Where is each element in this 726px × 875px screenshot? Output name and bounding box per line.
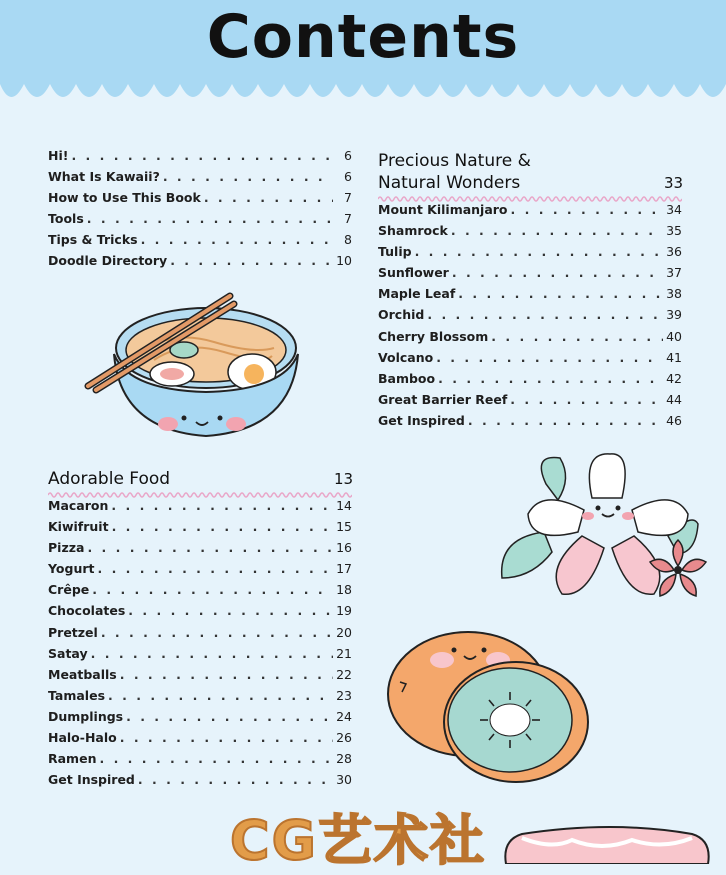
toc-row <box>48 772 352 793</box>
toc-entry-page: 28 <box>336 751 352 767</box>
toc-entry-label: Get Inspired <box>378 412 465 428</box>
toc-entry-label: Mount Kilimanjaro <box>378 202 508 217</box>
dot-leader <box>468 413 663 428</box>
dot-leader <box>120 667 333 682</box>
toc-entry-page: 39 <box>666 307 682 323</box>
toc-entry-label: Maple Leaf <box>378 286 456 302</box>
toc-entry-page: 44 <box>666 391 682 407</box>
toc-entry-label: Pretzel <box>48 624 98 640</box>
toc-row <box>48 730 352 751</box>
toc-entry-page: 8 <box>344 232 352 248</box>
toc-entry-page: 24 <box>336 708 352 724</box>
nature-toc-list <box>378 202 682 434</box>
nature-section-title <box>378 150 531 194</box>
dot-leader <box>92 582 333 597</box>
nature-section-page: 33 <box>664 174 684 192</box>
dot-leader <box>436 350 663 365</box>
toc-row <box>48 709 352 730</box>
toc-entry-page: 36 <box>666 244 682 260</box>
toc-entry-page: 20 <box>336 624 352 640</box>
toc-entry-page: 6 <box>344 169 352 185</box>
toc-entry-page: 46 <box>666 412 682 428</box>
toc-entry-label: Orchid <box>378 307 425 323</box>
toc-row <box>48 190 352 211</box>
food-section-title <box>48 468 170 490</box>
dot-leader <box>170 253 333 268</box>
toc-row <box>48 211 352 232</box>
toc-entry-label: Chocolates <box>48 603 126 619</box>
toc-row <box>378 202 682 223</box>
toc-entry-label: Satay <box>48 645 88 661</box>
dot-leader <box>451 223 663 238</box>
toc-row <box>48 603 352 624</box>
dot-leader <box>111 498 333 513</box>
toc-row <box>378 286 682 307</box>
food-section-page: 13 <box>334 470 354 488</box>
intro-toc-list <box>48 148 352 275</box>
toc-entry-page: 17 <box>336 561 352 577</box>
dot-leader <box>511 202 663 217</box>
ramen-bowl-icon <box>84 290 300 454</box>
dot-leader <box>126 709 333 724</box>
cake-icon <box>492 826 726 868</box>
toc-row <box>48 688 352 709</box>
toc-entry-page: 15 <box>336 519 352 535</box>
dot-leader <box>71 148 333 163</box>
toc-entry-label: Meatballs <box>48 666 117 682</box>
toc-entry-label: Great Barrier Reef <box>378 391 508 407</box>
dot-leader <box>452 265 663 280</box>
toc-entry-label: Halo-Halo <box>48 730 117 746</box>
toc-row <box>48 169 352 190</box>
toc-entry-page: 16 <box>336 540 352 556</box>
toc-entry-label: Cherry Blossom <box>378 328 489 344</box>
toc-entry-label: Volcano <box>378 349 434 365</box>
toc-entry-page: 26 <box>336 730 352 746</box>
toc-entry-page: 7 <box>344 190 352 206</box>
dot-leader <box>510 392 663 407</box>
toc-entry-page: 22 <box>336 666 352 682</box>
toc-entry-label: Tamales <box>48 687 106 703</box>
dot-leader <box>128 603 333 618</box>
dot-leader <box>91 646 333 661</box>
toc-row <box>48 582 352 603</box>
toc-entry-page: 10 <box>336 253 352 269</box>
toc-entry-label: Tulip <box>378 244 412 260</box>
dot-leader <box>108 688 333 703</box>
dot-leader <box>163 169 333 184</box>
toc-entry-page: 35 <box>666 223 682 239</box>
dot-leader <box>438 371 663 386</box>
toc-entry-label: Tips & Tricks <box>48 232 138 248</box>
toc-row <box>378 265 682 286</box>
toc-entry-page: 19 <box>336 603 352 619</box>
dot-leader <box>101 625 333 640</box>
toc-entry-label: Crêpe <box>48 582 90 598</box>
toc-entry-page: 42 <box>666 370 682 386</box>
toc-row <box>48 751 352 772</box>
toc-row <box>378 350 682 371</box>
dot-leader <box>427 307 663 322</box>
dot-leader <box>87 540 333 555</box>
toc-entry-page: 38 <box>666 286 682 302</box>
dot-leader <box>141 232 333 247</box>
page-title: Contents <box>206 2 520 72</box>
toc-entry-label: Tools <box>48 211 84 227</box>
toc-row <box>378 244 682 265</box>
food-section-title-text: Adorable Food <box>48 469 171 489</box>
dot-leader <box>120 730 333 745</box>
toc-row <box>48 498 352 519</box>
dot-leader <box>87 211 333 226</box>
nature-title-line2: Natural Wonders <box>378 173 521 193</box>
toc-row <box>48 253 352 274</box>
toc-row <box>48 625 352 646</box>
toc-entry-page: 40 <box>666 328 682 344</box>
toc-entry-page: 7 <box>344 211 352 227</box>
toc-entry-label: Get Inspired <box>48 772 135 788</box>
toc-row <box>48 540 352 561</box>
dot-leader <box>458 286 663 301</box>
dot-leader <box>204 190 333 205</box>
toc-row <box>48 232 352 253</box>
toc-row <box>48 519 352 540</box>
toc-entry-page: 30 <box>336 772 352 788</box>
toc-row <box>48 667 352 688</box>
dot-leader <box>97 561 333 576</box>
nature-title-line1: Precious Nature & <box>378 151 531 171</box>
watermark-logo: CG艺术社 <box>230 809 486 872</box>
toc-entry-label: Bamboo <box>378 370 436 386</box>
toc-entry-label: How to Use This Book <box>48 190 201 206</box>
toc-entry-page: 21 <box>336 645 352 661</box>
toc-row <box>48 148 352 169</box>
toc-row <box>378 223 682 244</box>
toc-entry-label: Hi! <box>48 148 69 163</box>
toc-entry-label: Dumplings <box>48 708 124 724</box>
toc-row <box>378 307 682 328</box>
toc-row <box>48 561 352 582</box>
toc-entry-page: 6 <box>344 148 352 163</box>
dot-leader <box>415 244 663 259</box>
toc-row <box>378 371 682 392</box>
toc-entry-label: Kiwifruit <box>48 519 109 535</box>
dot-leader <box>99 751 333 766</box>
toc-entry-page: 41 <box>666 349 682 365</box>
toc-row <box>378 413 682 434</box>
toc-entry-page: 37 <box>666 265 682 281</box>
cherry-blossom-icon <box>492 448 726 628</box>
toc-entry-label: Doodle Directory <box>48 253 168 269</box>
toc-entry-label: Pizza <box>48 540 85 556</box>
food-toc-list <box>48 498 352 793</box>
toc-entry-page: 34 <box>666 202 682 217</box>
header-banner <box>0 0 726 112</box>
toc-entry-label: Sunflower <box>378 265 449 281</box>
dot-leader <box>138 772 333 787</box>
toc-row <box>378 392 682 413</box>
kiwi-orange-icon <box>386 624 590 790</box>
toc-entry-page: 23 <box>336 687 352 703</box>
toc-entry-label: What Is Kawaii? <box>48 169 160 185</box>
dot-leader <box>491 329 663 344</box>
toc-entry-label: Yogurt <box>48 561 95 577</box>
toc-entry-label: Shamrock <box>378 223 448 239</box>
toc-entry-label: Macaron <box>48 498 109 513</box>
toc-entry-page: 18 <box>336 582 352 598</box>
toc-row <box>48 646 352 667</box>
toc-row <box>378 329 682 350</box>
dot-leader <box>112 519 333 534</box>
toc-entry-page: 14 <box>336 498 352 513</box>
toc-entry-label: Ramen <box>48 751 97 767</box>
